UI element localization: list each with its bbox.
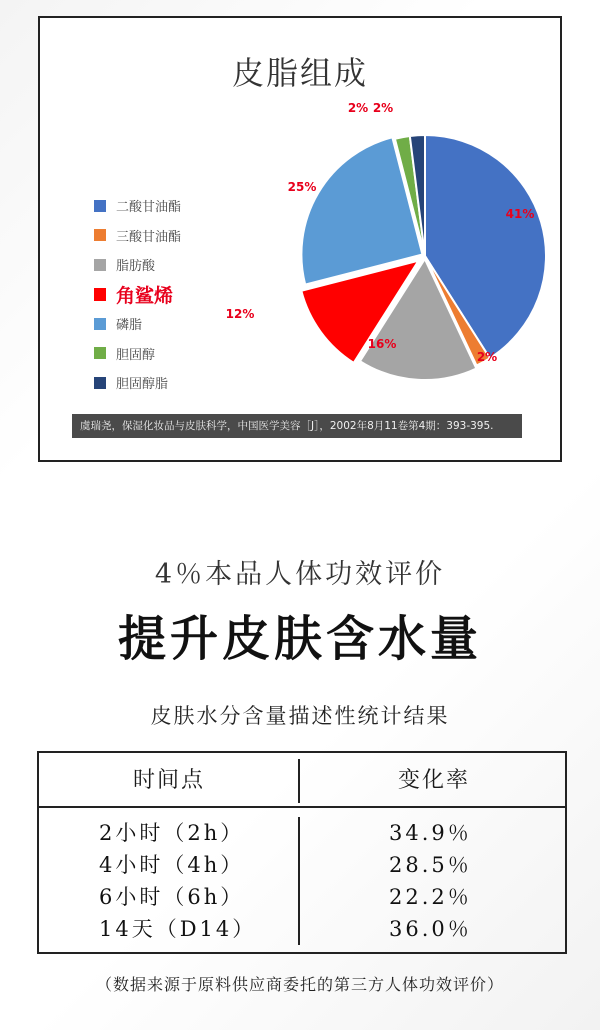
- pie-data-label: 2%: [476, 350, 498, 364]
- moisture-result-table: [37, 751, 567, 954]
- pie-chart-card: [38, 16, 562, 462]
- table-header: [39, 753, 565, 808]
- legend-item: [94, 191, 181, 221]
- header-change-rate: 变化率: [397, 768, 470, 793]
- header-time-point: 时间点: [132, 768, 205, 793]
- legend-item: [94, 250, 181, 280]
- legend-label: 胆固醇: [116, 347, 156, 363]
- table-caption: 皮肤水分含量描述性统计结果: [150, 704, 450, 728]
- chart-title: 皮脂组成: [231, 54, 368, 92]
- legend-label: 三酸甘油酯: [116, 229, 182, 245]
- header-divider: [298, 759, 300, 803]
- table-row: [39, 817, 565, 849]
- legend-label: 磷脂: [116, 318, 143, 334]
- table-row: [39, 881, 565, 913]
- data-source-footnote: （数据来源于原料供应商委托的第三方人体功效评价）: [95, 975, 504, 994]
- legend-swatch: [94, 347, 106, 359]
- row-change-rate: 22.2％: [389, 885, 472, 909]
- legend-item: [94, 339, 181, 369]
- legend-item: [94, 368, 181, 398]
- row-change-rate: 36.0％: [389, 917, 472, 941]
- row-time-point: 2小时（2h）: [99, 821, 245, 845]
- legend-item: [94, 221, 181, 251]
- table-row: [39, 849, 565, 881]
- legend-swatch: [94, 318, 106, 330]
- legend-label: 角鲨烯: [116, 284, 174, 307]
- chart-citation: 虞瑞尧，保湿化妆品与皮肤科学，中国医学美容［J］，2002年8月11卷第4期：393-395.: [72, 414, 522, 438]
- legend-swatch: [94, 229, 106, 241]
- legend-label: 胆固醇脂: [116, 377, 169, 393]
- pie-data-label: 16%: [367, 337, 397, 351]
- pie-data-label: 2%: [372, 101, 394, 115]
- row-time-point: 14天（D14）: [99, 917, 257, 941]
- legend-swatch: [94, 200, 106, 212]
- legend-label: 二酸甘油酯: [116, 200, 182, 216]
- legend-label: 脂肪酸: [116, 259, 156, 275]
- row-change-rate: 34.9％: [389, 821, 472, 845]
- legend-item: [94, 280, 181, 310]
- row-time-point: 4小时（4h）: [99, 853, 245, 877]
- table-row: [39, 913, 565, 945]
- legend-item: [94, 309, 181, 339]
- efficacy-headline: 提升皮肤含水量: [117, 611, 482, 667]
- legend-swatch: [94, 377, 106, 389]
- row-change-rate: 28.5％: [389, 853, 472, 877]
- legend-swatch: [94, 259, 106, 271]
- efficacy-subtitle: 4％本品人体功效评价: [154, 559, 446, 590]
- legend-swatch: [94, 288, 106, 301]
- row-time-point: 6小时（6h）: [99, 885, 245, 909]
- pie-data-label: 25%: [287, 180, 317, 194]
- pie-data-label: 12%: [225, 307, 255, 321]
- chart-legend: [94, 191, 181, 398]
- pie-data-label: 41%: [505, 207, 535, 221]
- pie-data-label: 2%: [347, 101, 369, 115]
